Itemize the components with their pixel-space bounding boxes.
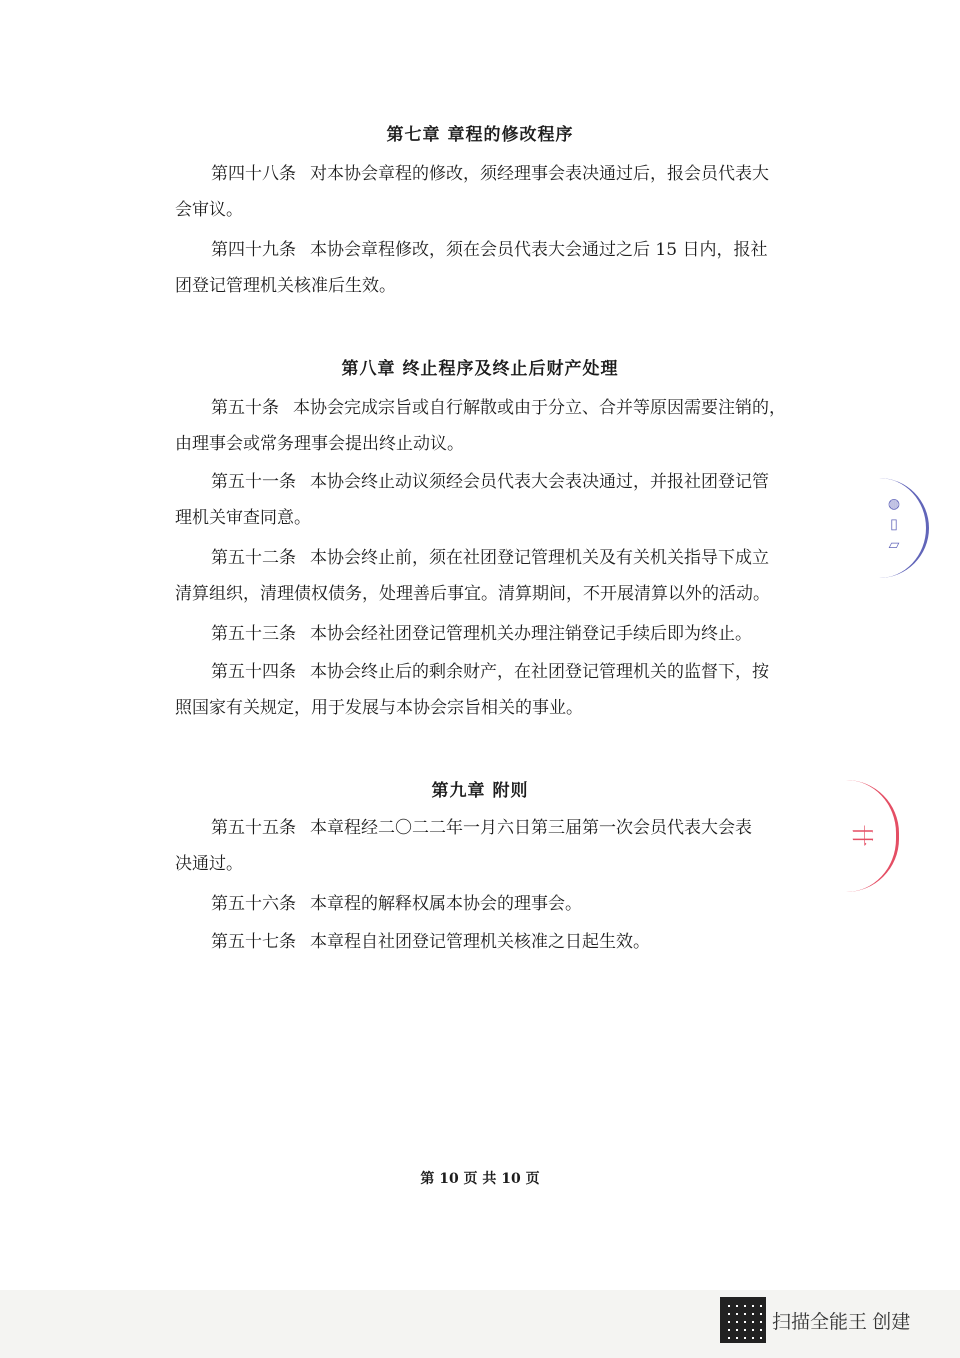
- article-55: 第五十五条 本章程经二〇二二年一月六日第三届第一次会员代表大会表 决通过。: [175, 818, 752, 874]
- page-number: 第 10 页 共 10 页: [420, 1171, 540, 1187]
- article-56: 第五十六条 本章程的解释权属本协会的理事会。: [211, 894, 582, 914]
- article-52: 第五十二条 本协会终止前，须在社团登记管理机关及有关机关指导下成立 清算组织，清理债权债务，处理善后事宜。清算期间，不开展清算以外的活动。: [175, 548, 770, 604]
- article-57: 第五十七条 本章程自社团登记管理机关核准之日起生效。: [211, 932, 650, 952]
- scanner-watermark: [722, 1298, 910, 1342]
- blue-seal-stamp: ◍ ▯ ▱: [872, 478, 929, 578]
- chapter-title: 第九章 附则: [431, 781, 529, 801]
- chapter-title: 第八章 终止程序及终止后财产处理: [341, 359, 619, 379]
- red-seal-stamp: 卄: [846, 780, 899, 892]
- chapter-title: 第七章 章程的修改程序: [386, 125, 574, 145]
- article-51: 第五十一条 本协会终止动议须经会员代表大会表决通过，并报社团登记管 理机关审查同意。: [175, 472, 769, 528]
- article-53: 第五十三条 本协会经社团登记管理机关办理注销登记手续后即为终止。: [211, 624, 752, 644]
- article-50: 第五十条 本协会完成宗旨或自行解散或由于分立、合并等原因需要注销的， 由理事会或常务理事会提出终止动议。: [175, 398, 786, 454]
- article-54: 第五十四条 本协会终止后的剩余财产，在社团登记管理机关的监督下，按 照国家有关规定，用于发展与本协会宗旨相关的事业。: [175, 662, 769, 718]
- article-48: 第四十八条 对本协会章程的修改，须经理事会表决通过后，报会员代表大 会审议。: [175, 164, 769, 220]
- article-49: 第四十九条 本协会章程修改，须在会员代表大会通过之后 15 日内，报社 团登记管理机关核准后生效。: [175, 240, 768, 296]
- watermark-text: 扫描全能王 创建: [772, 1311, 911, 1333]
- qr-code-icon: [722, 1299, 764, 1341]
